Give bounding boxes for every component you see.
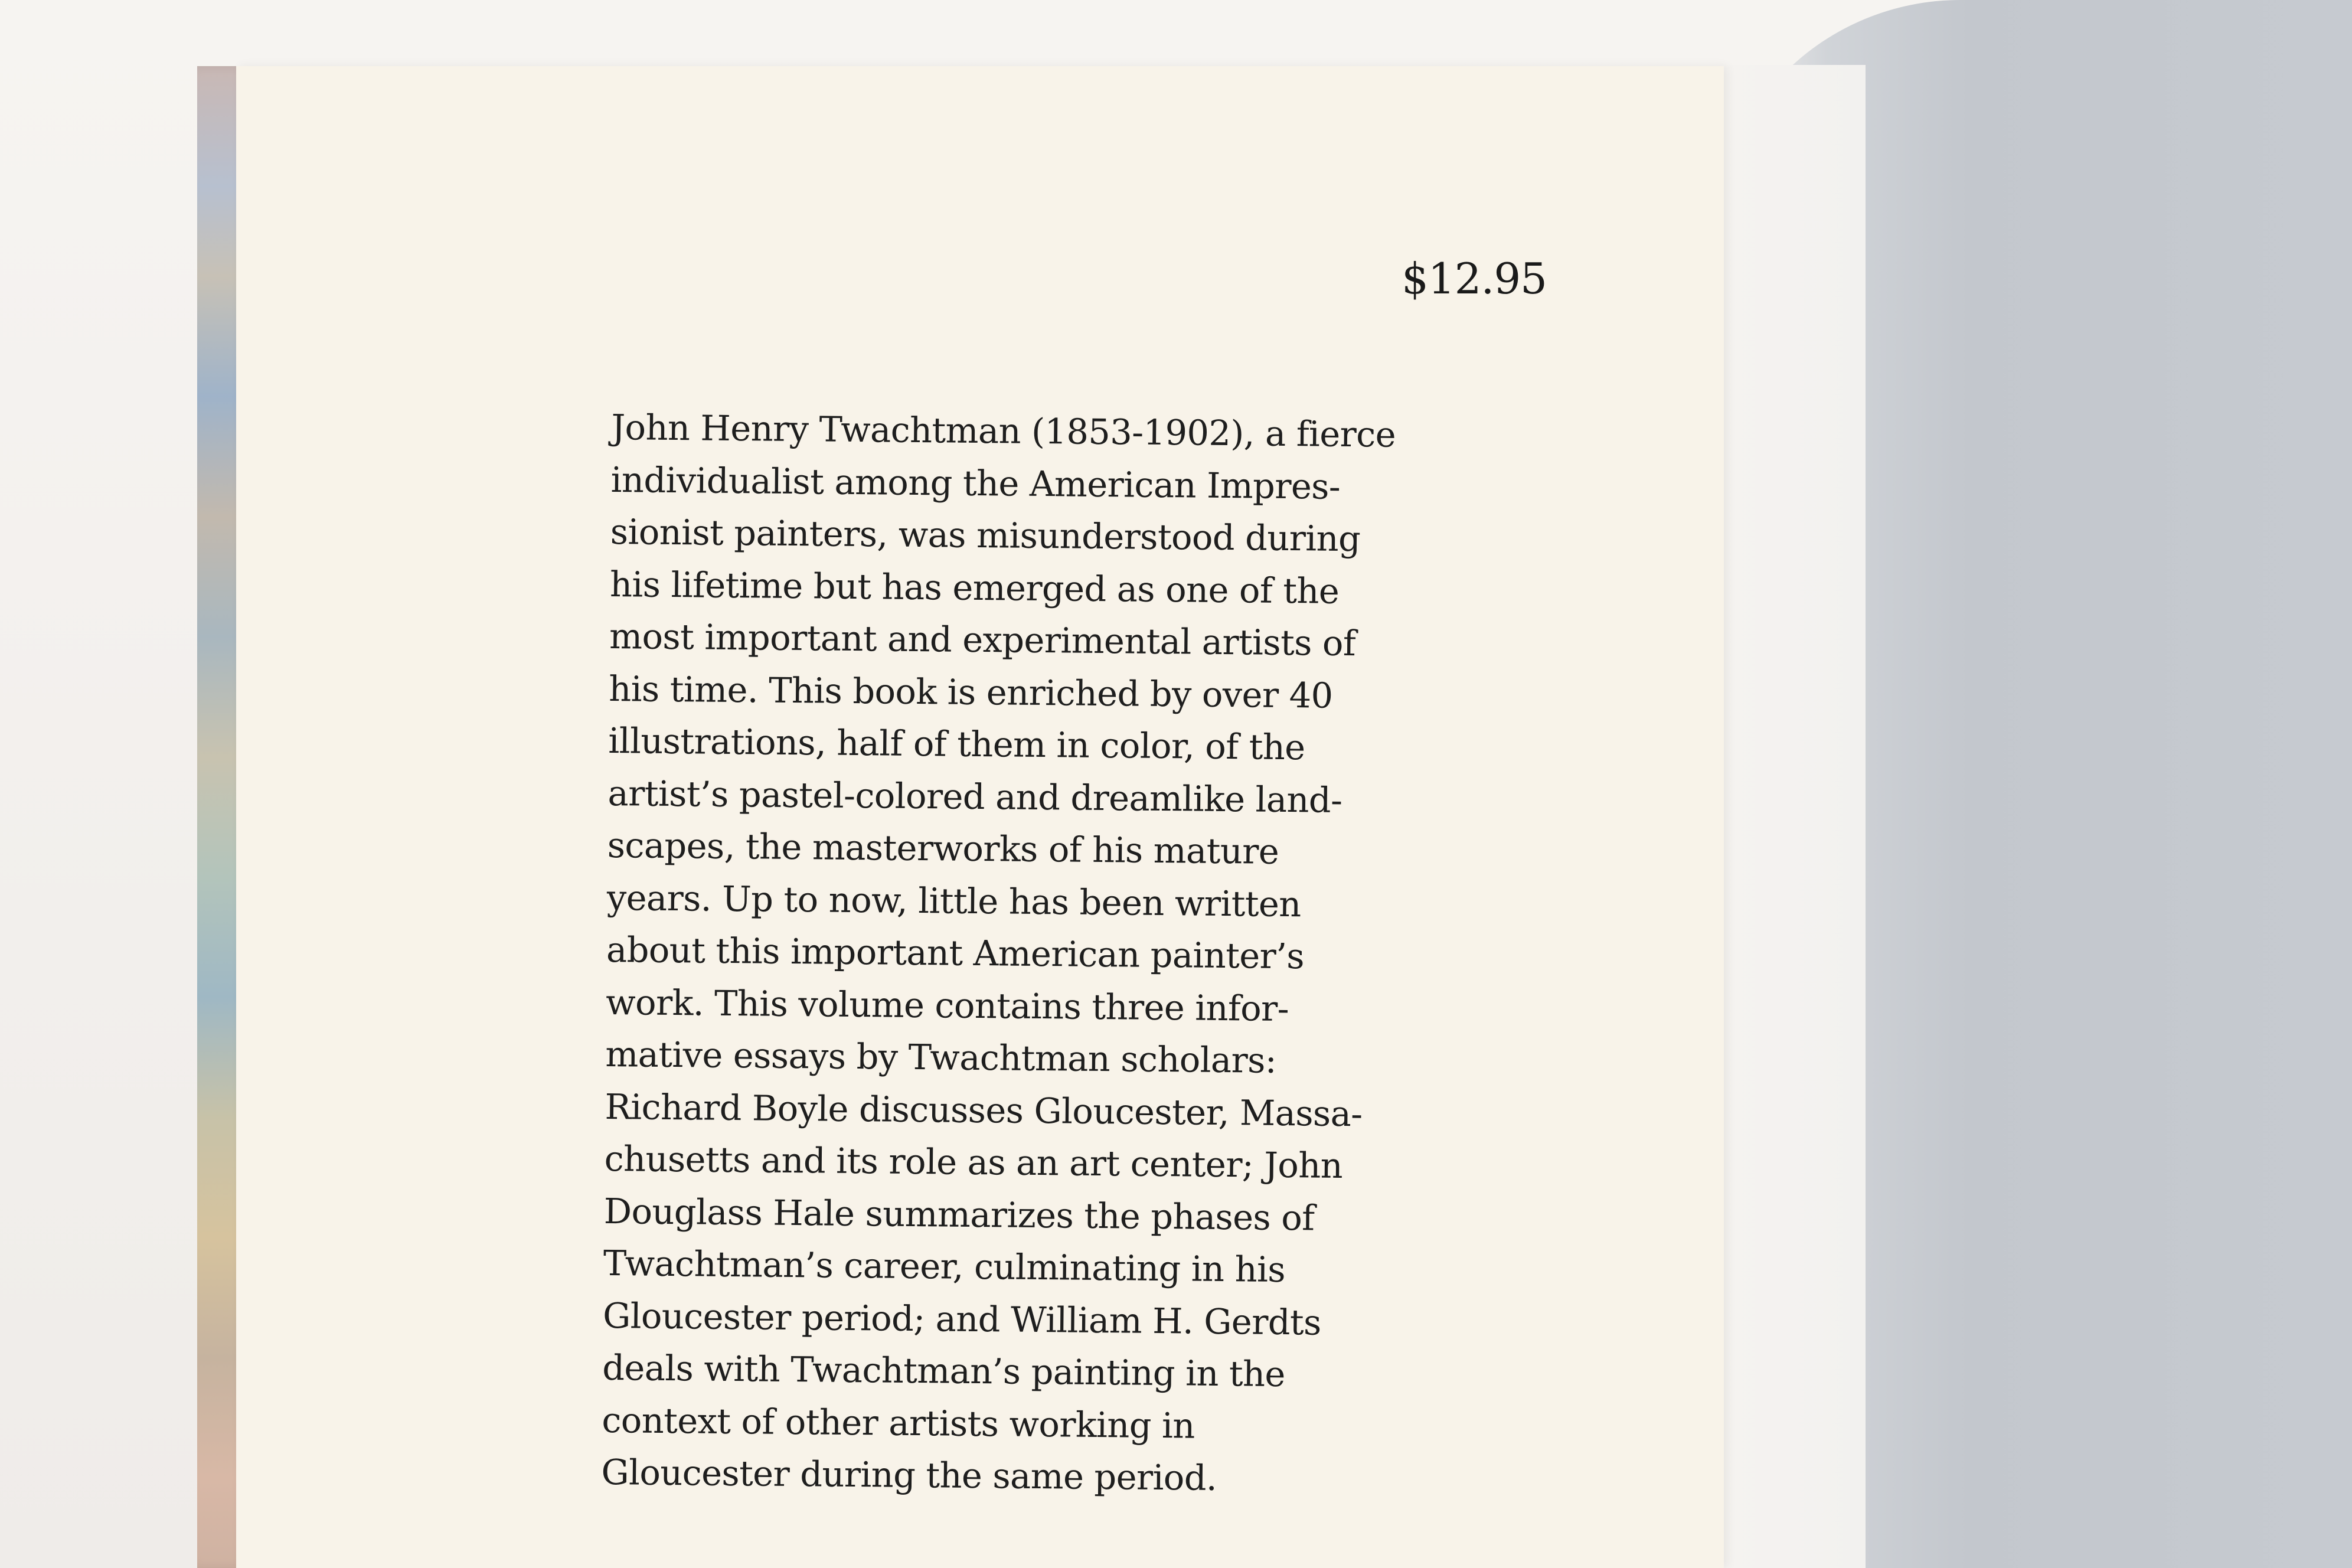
blurb-line: years. Up to now, little has been written: [606, 877, 1301, 925]
blurb-line: mative essays by Twachtman scholars:: [605, 1033, 1277, 1081]
blurb-line: chusetts and its role as an art center; John: [604, 1138, 1343, 1186]
blurb-line: Richard Boyle discusses Gloucester, Massa-: [605, 1086, 1363, 1134]
blurb-line: Douglass Hale summarizes the phases of: [603, 1190, 1315, 1238]
blurb-line: Gloucester period; and William H. Gerdts: [602, 1295, 1322, 1343]
blurb-line: artist’s pastel-colored and dreamlike land-: [607, 772, 1342, 821]
adjacent-page: [1724, 65, 1866, 1568]
blurb-line: sionist painters, was misunderstood during: [610, 511, 1361, 560]
blurb-line: scapes, the masterworks of his mature: [607, 824, 1279, 872]
jacket-blurb: [601, 401, 1426, 1507]
blurb-line: Twachtman’s career, culminating in his: [603, 1242, 1286, 1291]
price-label: $12.95: [1402, 254, 1547, 303]
blurb-line: John Henry Twachtman (1853-1902), a fierce: [611, 406, 1396, 455]
blurb-line: context of other artists working in: [602, 1399, 1195, 1446]
blurb-line: Gloucester during the same period.: [601, 1451, 1217, 1498]
blurb-line: about this important American painter’s: [606, 929, 1305, 977]
blurb-line: his time. This book is enriched by over 40: [609, 668, 1333, 716]
blurb-line: most important and experimental artists of: [609, 615, 1356, 664]
blurb-line: deals with Twachtman’s painting in the: [602, 1347, 1286, 1395]
blurb-line: his lifetime but has emerged as one of the: [609, 563, 1340, 612]
blurb-line: individualist among the American Impres-: [610, 459, 1341, 507]
blurb-line: illustrations, half of them in color, of the: [608, 720, 1305, 768]
blurb-line: work. This volume contains three infor-: [605, 981, 1289, 1029]
